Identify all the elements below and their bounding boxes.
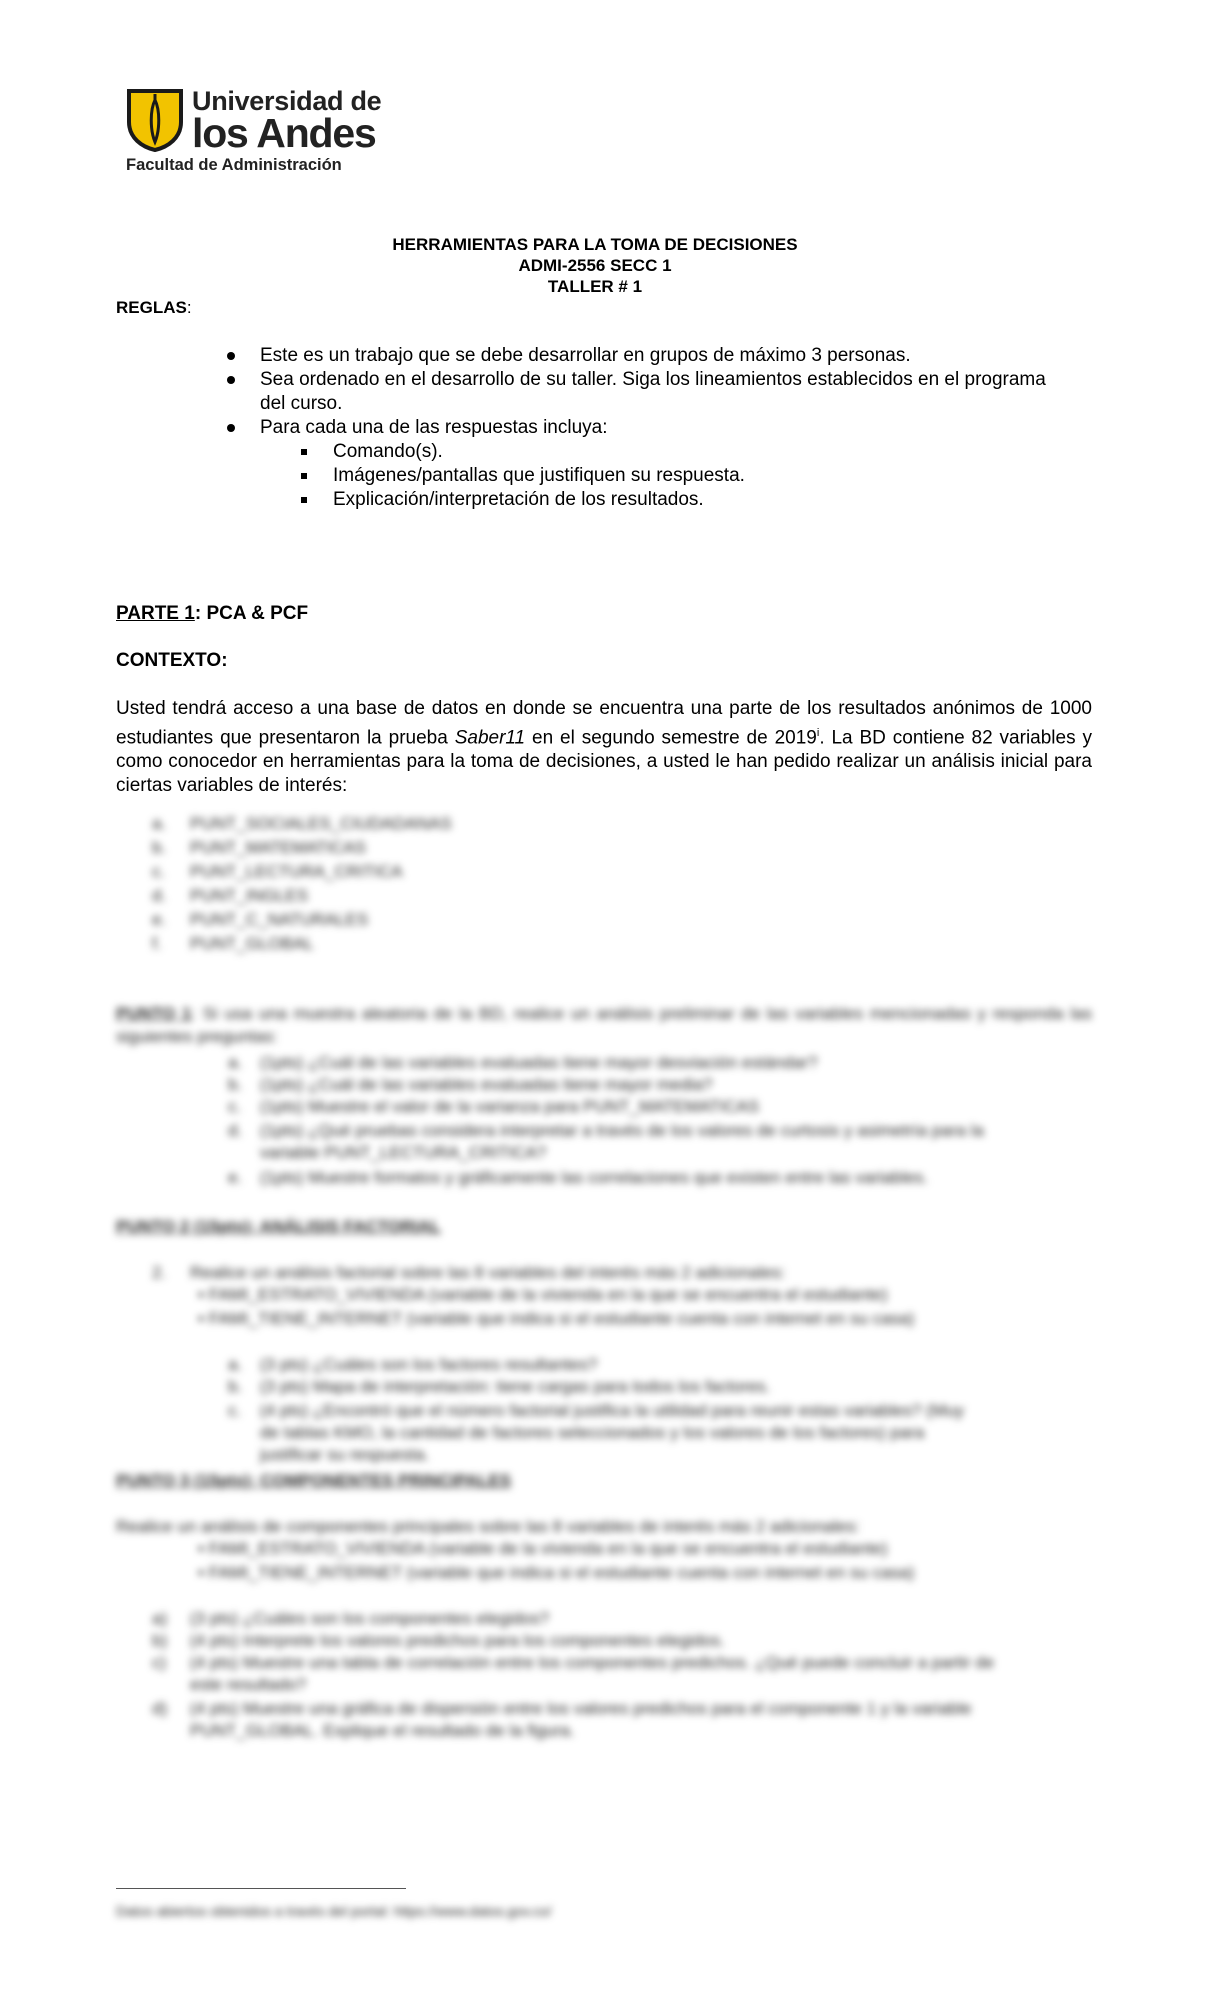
context-heading: CONTEXTO: [116, 650, 228, 671]
list-marker: a. [152, 814, 167, 833]
rule-subitem: Comando(s). [333, 441, 443, 462]
question-item: (4 pts) Interprete los valores predichos para los componentes elegidos. [190, 1631, 725, 1650]
rule-item: Para cada una de las respuestas incluya: [260, 417, 608, 438]
question-item: (3 pts) ¿Cuáles son los componentes elegidos? [190, 1609, 550, 1628]
blurred-content [0, 770, 1224, 2010]
square-bullet-icon [301, 473, 307, 479]
list-marker: a) [152, 1609, 168, 1628]
point1-paragraph [116, 1002, 1092, 1048]
logo-line-2: los Andes [192, 110, 376, 156]
rule-subitem: Imágenes/pantallas que justifiquen su respuesta. [333, 465, 745, 486]
context-text: . La BD contiene 82 variables y como conocedor en herramientas para la toma de decisiones, a usted le han pedido realizar un análisis inicial para ciertas variables de interés: [116, 727, 1092, 797]
rule-item-continuation: del curso. [260, 393, 343, 414]
question-item: (1pts) ¿Cuál de las variables evaluadas tiene mayor desviación estándar? [260, 1053, 818, 1072]
question-item-continuation: variable PUNT_LECTURA_CRITICA? [260, 1143, 547, 1162]
footnote-marker: i [816, 727, 820, 739]
list-marker: b. [228, 1075, 243, 1094]
variable-item: PUNT_INGLES [190, 886, 309, 905]
point1-text: : Si usa una muestra aleatoria de la BD, realice un análisis preliminar de las variables mencionadas y responda las siguientes preguntas: [116, 1004, 1092, 1046]
rules-label [116, 298, 192, 318]
point3-intro: Realice un análisis de componentes principales sobre las 8 variables de interés más 2 adicionales: [116, 1517, 860, 1536]
question-item: (1pts) Muestre formatos y gráficamente las correlaciones que existen entre las variables. [260, 1168, 929, 1187]
question-item: (3 pts) ¿Cuáles son los factores resultantes? [260, 1355, 598, 1374]
bullet-icon [227, 376, 235, 384]
university-logo [126, 86, 382, 181]
question-item-continuation: este resultado? [190, 1675, 307, 1694]
question-item: (4 pts) Muestre una tabla de correlación entre los componentes predichos. ¿Qué puede concluir a partir de [190, 1653, 995, 1672]
part1-subtitle: : PCA & PCF [194, 603, 309, 624]
list-marker: c. [152, 862, 166, 881]
workshop-number: TALLER # 1 [547, 277, 643, 296]
point1-label: PUNTO 1 [116, 1004, 192, 1023]
question-item-continuation: de tablas KMO, la cantidad de factores seleccionados y los valores de los factores) para [260, 1423, 925, 1442]
course-title: HERRAMIENTAS PARA LA TOMA DE DECISIONES [392, 235, 798, 254]
extra-variable: ▪ FAMI_TIENE_INTERNET (variable que indica si el estudiante cuenta con internet en su casa) [198, 1563, 915, 1582]
list-marker: f. [152, 934, 162, 953]
variable-item: PUNT_SOCIALES_CIUDADANAS [190, 814, 452, 833]
list-marker: 2. [152, 1263, 167, 1282]
rule-subitem: Explicación/interpretación de los resultados. [333, 489, 704, 510]
list-marker: b. [152, 838, 167, 857]
point2-heading: PUNTO 2 (15pts): ANÁLISIS FACTORIAL [116, 1217, 441, 1236]
logo-faculty: Facultad de Administración [126, 156, 342, 174]
list-marker: c) [152, 1653, 167, 1672]
rules-label-colon: : [186, 298, 192, 317]
shield-logo-icon [126, 88, 184, 152]
question-item: (4 pts) Muestre una gráfica de dispersión entre los valores predichos para el componente 1 y la variable [190, 1699, 972, 1718]
part1-label: PARTE 1 [116, 603, 195, 624]
point2-intro: Realice un análisis factorial sobre las 8 variables del interés más 2 adicionales: [190, 1263, 786, 1282]
extra-variable: ▪ FAMI_TIENE_INTERNET (variable que indica si el estudiante cuenta con internet en su casa) [198, 1309, 915, 1328]
list-marker: d. [228, 1121, 243, 1140]
footnote-text: Datos abiertos obtenidos a través del portal: https://www.datos.gov.co/ [116, 1903, 552, 1919]
rule-item: Este es un trabajo que se debe desarrollar en grupos de máximo 3 personas. [260, 345, 911, 366]
list-marker: c. [228, 1401, 242, 1420]
part1-heading [116, 603, 308, 625]
list-marker: e. [228, 1168, 243, 1187]
question-item: (3 pts) Mapa de interpretación: tiene cargas para todos los factores. [260, 1377, 771, 1396]
footnote-separator [116, 1888, 406, 1889]
context-text: en el segundo semestre de 2019 [525, 727, 817, 749]
list-marker: e. [152, 910, 167, 929]
point3-heading: PUNTO 3 (15pts): COMPONENTES PRINCIPALES [116, 1471, 512, 1490]
variable-item: PUNT_GLOBAL [190, 934, 314, 953]
list-marker: b) [152, 1631, 168, 1650]
context-test-name: Saber11 [454, 727, 526, 749]
variable-item: PUNT_LECTURA_CRITICA [190, 862, 403, 881]
context-text: Usted tendrá acceso a una base de datos en donde se encuentra una parte de los resultados anónimos de 1000 estudiantes que presentaron la prueba [116, 698, 1092, 749]
extra-variable: ▪ FAMI_ESTRATO_VIVIENDA (variable de la vivienda en la que se encuentra el estudiante) [198, 1539, 888, 1558]
square-bullet-icon [301, 497, 307, 503]
question-item: (1pts) ¿Qué pruebas considera interpretar a través de los valores de curtosis y asimetría para la [260, 1121, 984, 1140]
list-marker: a. [228, 1355, 243, 1374]
list-marker: d) [152, 1699, 168, 1718]
square-bullet-icon [301, 449, 307, 455]
variable-item: PUNT_MATEMATICAS [190, 838, 366, 857]
question-item-continuation: justificar su respuesta. [260, 1445, 430, 1464]
list-marker: d. [152, 886, 167, 905]
list-marker: b. [228, 1377, 243, 1396]
course-code: ADMI-2556 SECC 1 [518, 256, 672, 275]
bullet-icon [227, 352, 235, 360]
extra-variable: ▪ FAMI_ESTRATO_VIVIENDA (variable de la vivienda en la que se encuentra el estudiante) [198, 1285, 888, 1304]
variable-item: PUNT_C_NATURALES [190, 910, 369, 929]
question-item: (1pts) ¿Cuál de las variables evaluadas tiene mayor media? [260, 1075, 713, 1094]
rule-item: Sea ordenado en el desarrollo de su taller. Siga los lineamientos establecidos en el programa [260, 369, 1046, 390]
bullet-icon [227, 424, 235, 432]
question-item: (4 pts) ¿Encontró que el número factorial justifica la utilidad para reunir estas variables? (Muy [260, 1401, 964, 1420]
list-marker: a. [228, 1053, 243, 1072]
question-item-continuation: PUNT_GLOBAL. Explique el resultado de la figura. [190, 1721, 575, 1740]
logo-line-1: Universidad de [192, 86, 382, 116]
question-item: (1pts) Muestre el valor de la varianza para PUNT_MATEMATICAS [260, 1097, 760, 1116]
list-marker: c. [228, 1097, 242, 1116]
rules-label-text: REGLAS [116, 298, 187, 317]
